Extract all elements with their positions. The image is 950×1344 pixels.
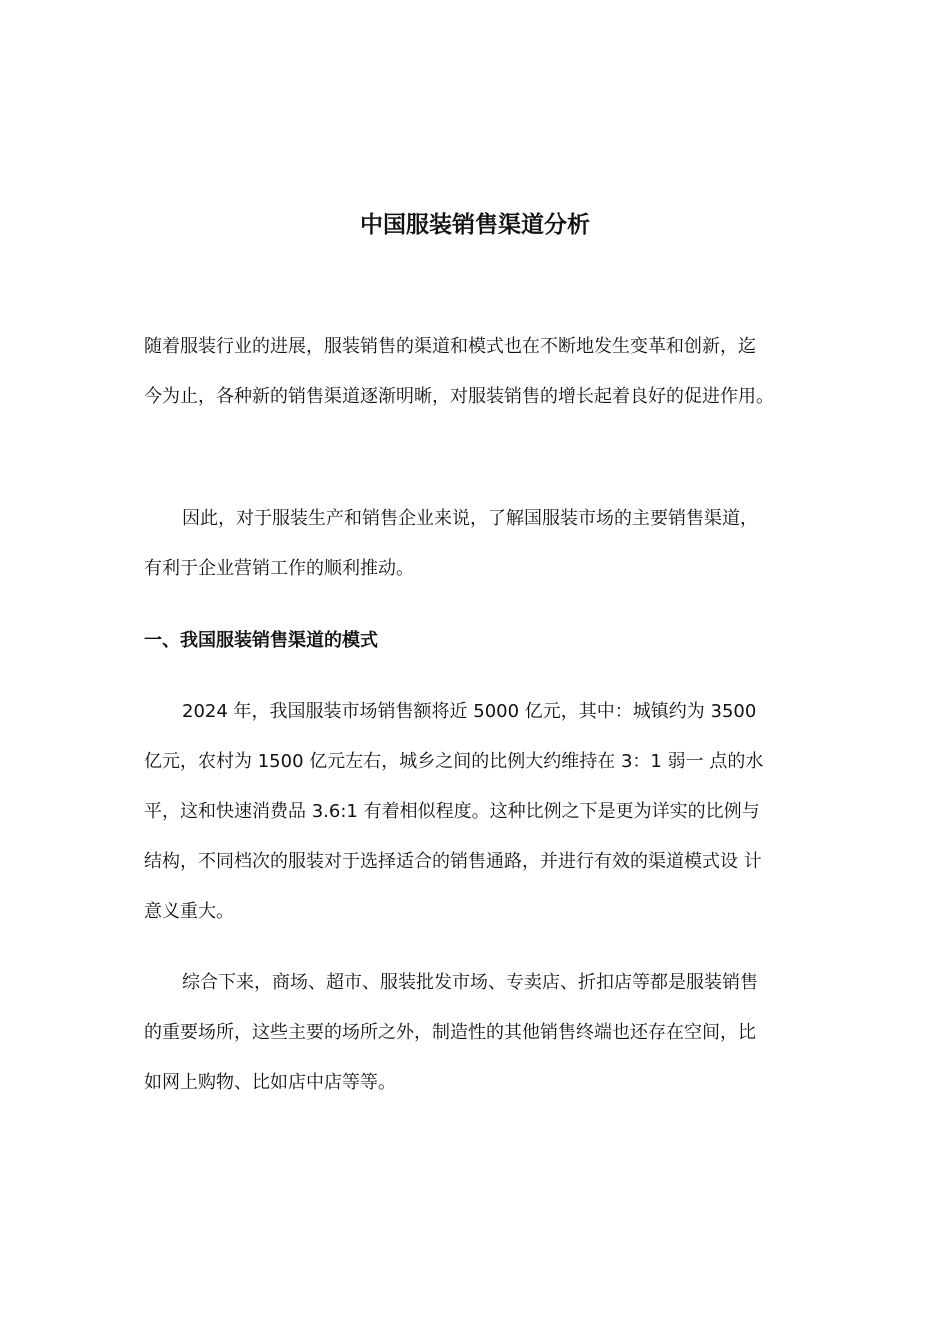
paragraph-intro xyxy=(144,322,808,422)
section-heading-channel-models: 一、我国服装销售渠道的模式 xyxy=(144,630,378,651)
paragraph-line: 综合下来，商场、超市、服装批发市场、专卖店、折扣店等都是服装销售 xyxy=(182,972,758,993)
paragraph-sales-venues xyxy=(144,958,808,1108)
paragraph-line: 意义重大。 xyxy=(144,901,234,922)
paragraph-line: 的重要场所，这些主要的场所之外，制造性的其他销售终端也还存在空间，比 xyxy=(144,1022,756,1043)
paragraph-line: 因此，对于服装生产和销售企业来说，了解国服装市场的主要销售渠道， xyxy=(182,508,758,529)
paragraph-line: 今为止，各种新的销售渠道逐渐明晰，对服装销售的增长起着良好的促进作用。 xyxy=(144,386,774,407)
paragraph-therefore xyxy=(144,494,808,594)
paragraph-line: 有利于企业营销工作的顺利推动。 xyxy=(144,558,414,579)
page-title: 中国服装销售渠道分析 xyxy=(360,212,590,238)
paragraph-line: 如网上购物、比如店中店等等。 xyxy=(144,1072,396,1093)
paragraph-market-stats xyxy=(144,687,808,937)
paragraph-line: 亿元，农村为 1500 亿元左右，城乡之间的比例大约维持在 3：1 弱一 点的水 xyxy=(144,751,764,772)
paragraph-line: 2024 年，我国服装市场销售额将近 5000 亿元，其中：城镇约为 3500 xyxy=(182,701,757,722)
paragraph-line: 结构，不同档次的服装对于选择适合的销售通路，并进行有效的渠道模式设 计 xyxy=(144,851,762,872)
paragraph-line: 平，这和快速消费品 3.6:1 有着相似程度。这种比例之下是更为详实的比例与 xyxy=(144,801,760,822)
paragraph-line: 随着服装行业的进展，服装销售的渠道和模式也在不断地发生变革和创新，迄 xyxy=(144,336,756,357)
